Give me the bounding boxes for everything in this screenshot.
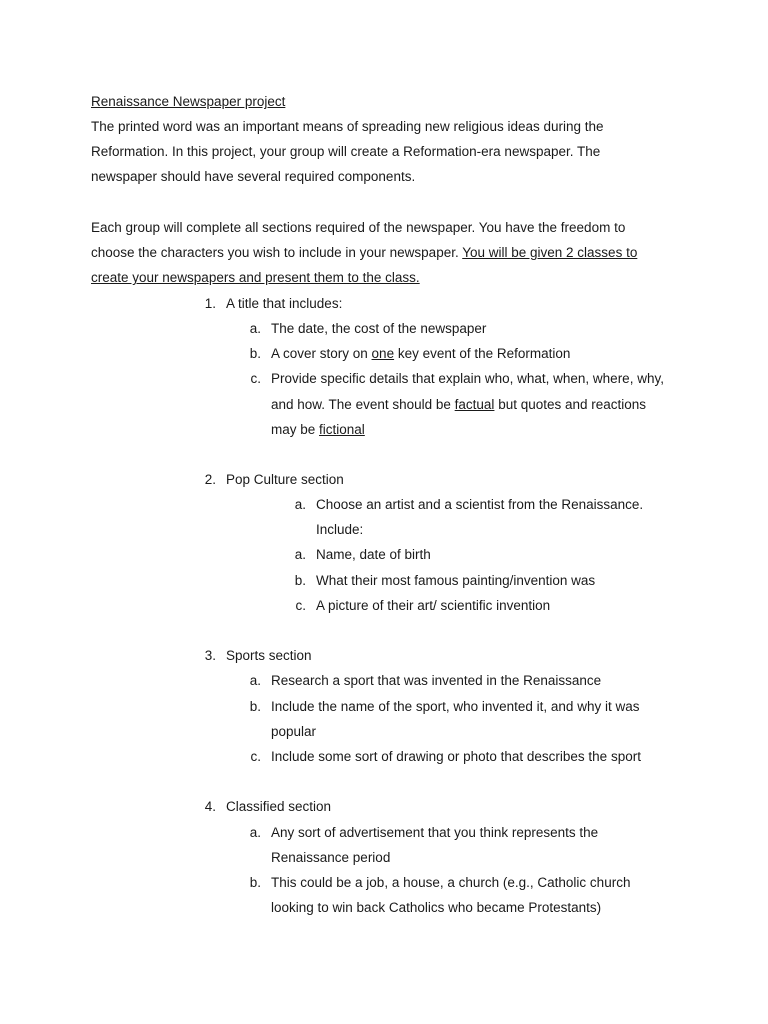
text-fragment: A cover story on	[271, 346, 372, 361]
list-marker: b.	[249, 875, 261, 890]
list-item-text: Choose an artist and a scientist from the Renaissance.	[316, 497, 644, 512]
list-item-text: Include some sort of drawing or photo that describes the sport	[271, 749, 641, 764]
section-title-classified	[0, 794, 768, 819]
list-marker: a.	[294, 547, 306, 562]
list-marker: c.	[250, 749, 261, 764]
list-item-text: Research a sport that was invented in the Renaissance	[271, 673, 602, 688]
list-item-text: What their most famous painting/invention was	[316, 573, 596, 588]
list-item	[0, 668, 768, 693]
intro-paragraph	[91, 114, 691, 190]
underlined-deadline: You will be given 2 classes to	[462, 245, 638, 261]
text-fragment: may be	[271, 422, 320, 437]
list-marker: c.	[250, 371, 261, 386]
list-item	[0, 568, 768, 593]
instructions-line	[91, 240, 691, 265]
list-item	[0, 593, 768, 618]
instructions-line: Each group will complete all sections required of the newspaper. You have the freedom to	[91, 220, 626, 235]
list-marker: a.	[249, 673, 261, 688]
list-item-text: Include the name of the sport, who invented it, and why it was	[271, 699, 640, 714]
list-item-continuation	[0, 392, 768, 417]
list-item-text	[271, 392, 646, 417]
list-item-text: Name, date of birth	[316, 547, 431, 562]
list-item-text: Provide specific details that explain who, what, when, where, why,	[271, 371, 664, 386]
list-marker: b.	[249, 699, 261, 714]
list-marker: c.	[295, 598, 306, 613]
section-label: Sports section	[226, 648, 312, 663]
list-item	[0, 870, 768, 895]
list-item-text: The date, the cost of the newspaper	[271, 321, 487, 336]
list-item-continuation	[0, 719, 768, 744]
intro-line: The printed word was an important means of spreading new religious ideas during the	[91, 119, 604, 134]
section-label: Pop Culture section	[226, 472, 344, 487]
list-item-text: Renaissance period	[271, 850, 391, 865]
list-item-text: This could be a job, a house, a church (e.g., Catholic church	[271, 875, 631, 890]
list-marker: b.	[249, 346, 261, 361]
list-item-text: A picture of their art/ scientific invention	[316, 598, 551, 613]
underlined-word: factual	[454, 397, 495, 412]
list-item-continuation	[0, 417, 768, 442]
intro-line: newspaper should have several required components.	[91, 169, 416, 185]
list-item	[0, 492, 768, 517]
underlined-word: fictional	[319, 422, 365, 437]
list-number: 3.	[204, 648, 216, 663]
list-item-continuation	[0, 845, 768, 870]
list-item-text: popular	[271, 724, 317, 739]
intro-line: Reformation. In this project, your group will create a Reformation-era newspaper. The	[91, 144, 601, 160]
list-marker: a.	[249, 321, 261, 336]
section-label: Classified section	[226, 799, 332, 814]
section-title-pop-culture	[0, 467, 768, 492]
section-label: A title that includes:	[226, 296, 343, 311]
document-title: Renaissance Newspaper project	[91, 94, 286, 109]
list-item-continuation	[0, 895, 768, 920]
list-marker: a.	[294, 497, 306, 512]
list-item-text	[271, 417, 365, 442]
list-marker: b.	[294, 573, 306, 588]
text-fragment: and how. The event should be	[271, 397, 455, 412]
list-number: 4.	[204, 799, 216, 814]
list-item-text: looking to win back Catholics who became Protestants)	[271, 900, 602, 915]
list-item	[0, 744, 768, 769]
list-item-text: Any sort of advertisement that you think represents the	[271, 825, 599, 840]
list-number: 2.	[204, 472, 216, 487]
text-fragment: but quotes and reactions	[494, 397, 647, 412]
underlined-deadline: create your newspapers and present them to the class.	[91, 270, 420, 286]
instructions-text: choose the characters you wish to include in your newspaper.	[91, 245, 463, 261]
list-marker: a.	[249, 825, 261, 840]
instructions-paragraph	[91, 215, 691, 291]
list-number: 1.	[204, 296, 216, 311]
list-item-continuation	[0, 517, 768, 542]
list-item-text	[271, 341, 570, 366]
list-item-text: Include:	[316, 522, 364, 537]
list-item	[0, 820, 768, 845]
list-item	[0, 694, 768, 719]
text-fragment: key event of the Reformation	[394, 346, 571, 361]
list-item	[0, 341, 768, 366]
section-title-requirements	[0, 291, 768, 316]
list-item	[0, 542, 768, 567]
list-item	[0, 366, 768, 391]
section-title-sports	[0, 643, 768, 668]
underlined-word: one	[371, 346, 395, 361]
list-item	[0, 316, 768, 341]
